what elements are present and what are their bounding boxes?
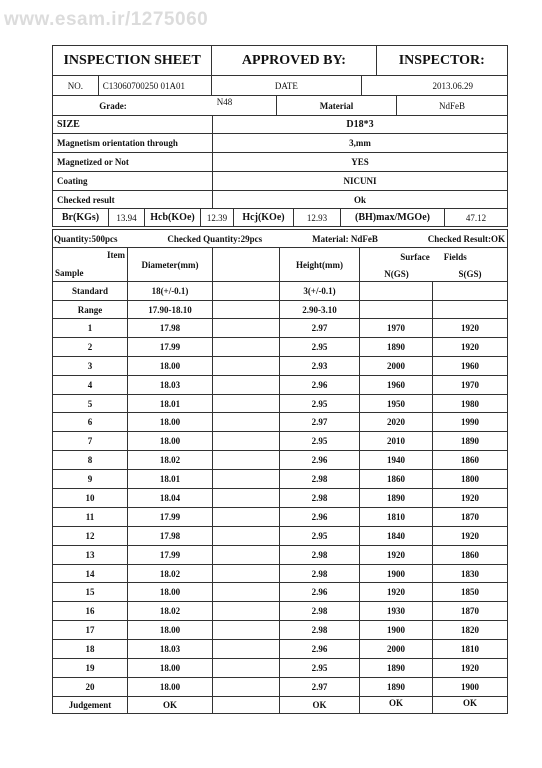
- sample-number: 17: [53, 621, 128, 639]
- sample-n-gs: 1840: [360, 527, 433, 545]
- sample-number: 12: [53, 527, 128, 545]
- grade-label: Grade:: [99, 100, 127, 111]
- sample-n-gs: 2000: [360, 357, 433, 375]
- sample-spare: [213, 546, 280, 564]
- sample-diameter: 17.98: [128, 319, 213, 337]
- size-row: [52, 115, 508, 133]
- sample-number: 9: [53, 470, 128, 488]
- sample-height: 2.95: [280, 659, 360, 677]
- table-row: [52, 375, 508, 394]
- sample-diameter: 17.98: [128, 527, 213, 545]
- table-row: [52, 412, 508, 431]
- sample-number: 5: [53, 395, 128, 413]
- bh-label: (BH)max/MGOe): [341, 209, 445, 226]
- standard-spare: [213, 282, 280, 300]
- sample-height: 2.96: [280, 451, 360, 469]
- sample-n-gs: 1950: [360, 395, 433, 413]
- standard-diameter: 18(+/-0.1): [128, 282, 213, 300]
- range-s: [433, 301, 507, 318]
- sample-s-gs: 1970: [461, 379, 479, 390]
- coating-row: [52, 171, 508, 190]
- sample-s-gs: 1870: [461, 606, 479, 617]
- sample-spare: [213, 640, 280, 658]
- judgement-diameter: OK: [128, 697, 213, 713]
- sample-s-gs: 1920: [461, 530, 479, 541]
- date-value: 2013.06.29: [432, 80, 473, 91]
- judgement-height: OK: [280, 697, 360, 713]
- table-row: [52, 469, 508, 488]
- sample-spare: [213, 376, 280, 394]
- sample-s-gs: 1920: [461, 662, 479, 673]
- sample-n-gs: 2010: [360, 432, 433, 450]
- sample-diameter: 18.00: [128, 659, 213, 677]
- item-header-label: Item: [107, 250, 125, 260]
- sample-number: 10: [53, 489, 128, 507]
- table-row: [52, 564, 508, 583]
- sample-diameter: 17.99: [128, 508, 213, 526]
- hcb-value: 12.39: [201, 209, 234, 226]
- table-row: [52, 620, 508, 639]
- surface-fields-title: [360, 248, 507, 265]
- checked-quantity-text: Checked Quantity:29pcs: [167, 233, 263, 244]
- sample-height: 2.95: [280, 338, 360, 356]
- height-header: Height(mm): [280, 248, 360, 281]
- properties-row: [52, 208, 508, 227]
- magnetized-label: Magnetized or Not: [53, 153, 213, 171]
- sample-diameter: 18.00: [128, 413, 213, 431]
- sample-s-gs: 1830: [461, 568, 479, 579]
- table-row: [52, 450, 508, 469]
- sample-number: 15: [53, 583, 128, 601]
- table-row: [52, 337, 508, 356]
- sample-number: 20: [53, 678, 128, 696]
- sample-number: 7: [53, 432, 128, 450]
- sample-spare: [213, 678, 280, 696]
- range-n: [360, 301, 433, 318]
- table-row: [52, 677, 508, 696]
- sample-height: 2.98: [280, 546, 360, 564]
- sample-number: 18: [53, 640, 128, 658]
- sample-spare: [213, 602, 280, 620]
- sample-rows: [52, 318, 508, 696]
- sample-height: 2.95: [280, 395, 360, 413]
- sample-spare: [213, 319, 280, 337]
- size-label: SIZE: [53, 116, 213, 133]
- sample-height: 2.96: [280, 376, 360, 394]
- sample-spare: [213, 583, 280, 601]
- sample-s-gs: 1870: [461, 511, 479, 522]
- sample-spare: [213, 357, 280, 375]
- sample-number: 16: [53, 602, 128, 620]
- diameter-header: Diameter(mm): [128, 248, 213, 281]
- date-label: DATE: [212, 76, 361, 95]
- standard-height: 3(+/-0.1): [280, 282, 360, 300]
- range-label: Range: [53, 301, 128, 318]
- sample-height: 2.98: [280, 470, 360, 488]
- sample-number: 8: [53, 451, 128, 469]
- orientation-label: Magnetism orientation through: [53, 134, 213, 152]
- sample-diameter: 18.00: [128, 432, 213, 450]
- sample-height: 2.95: [280, 432, 360, 450]
- sample-n-gs: 1920: [360, 583, 433, 601]
- sample-height: 2.98: [280, 602, 360, 620]
- sample-n-gs: 1900: [360, 621, 433, 639]
- judgement-s: OK: [462, 697, 477, 708]
- sample-s-gs: 1960: [461, 360, 479, 371]
- bh-value: 47.12: [465, 212, 487, 223]
- table-row: [52, 582, 508, 601]
- sample-diameter: 18.02: [128, 602, 213, 620]
- sample-number: 19: [53, 659, 128, 677]
- number-label: NO.: [53, 76, 99, 95]
- sample-diameter: 18.03: [128, 640, 213, 658]
- coating-label: Coating: [53, 172, 213, 190]
- fields-label: Fields: [443, 251, 467, 262]
- table-row: [52, 488, 508, 507]
- summary-material-text: Material: NdFeB: [312, 233, 378, 244]
- sample-height: 2.98: [280, 489, 360, 507]
- sample-s-gs: 1820: [461, 625, 479, 636]
- size-value: D18*3: [346, 119, 374, 130]
- judgement-label: Judgement: [53, 697, 128, 713]
- sample-spare: [213, 470, 280, 488]
- n-gs-header: N(GS): [384, 268, 409, 279]
- table-row: [52, 356, 508, 375]
- sample-s-gs: 1860: [461, 455, 479, 466]
- sample-n-gs: 2000: [360, 640, 433, 658]
- s-gs-header: S(GS): [458, 268, 482, 279]
- sheet-title: INSPECTION SHEET: [53, 46, 212, 75]
- sample-s-gs: 1900: [461, 681, 479, 692]
- magnetized-row: [52, 152, 508, 171]
- summary-row: [52, 229, 508, 247]
- sample-n-gs: 1860: [360, 470, 433, 488]
- sample-number: 4: [53, 376, 128, 394]
- sample-diameter: 18.01: [128, 395, 213, 413]
- sample-s-gs: 1850: [461, 587, 479, 598]
- sample-s-gs: 1920: [461, 322, 479, 333]
- hcj-value: 12.93: [294, 209, 341, 226]
- br-value: 13.94: [109, 209, 145, 226]
- orientation-value: 3,mm: [349, 138, 371, 148]
- sample-number: 6: [53, 413, 128, 431]
- number-date-row: [52, 75, 508, 95]
- br-label: Br(KGs): [53, 209, 109, 226]
- sample-diameter: 17.99: [128, 338, 213, 356]
- sample-s-gs: 1990: [461, 417, 479, 428]
- table-header-row: [52, 247, 508, 281]
- coating-value: NICUNI: [343, 176, 377, 186]
- sample-spare: [213, 621, 280, 639]
- sample-n-gs: 1970: [360, 319, 433, 337]
- sample-spare: [213, 338, 280, 356]
- watermark: www.esam.ir/1275060: [4, 9, 209, 30]
- sample-number: 3: [53, 357, 128, 375]
- number-value: C13060700250 01A01: [99, 76, 212, 95]
- sample-s-gs: 1980: [461, 398, 479, 409]
- orientation-row: [52, 133, 508, 152]
- sample-n-gs: 1890: [360, 489, 433, 507]
- sample-n-gs: 1940: [360, 451, 433, 469]
- sample-height: 2.96: [280, 508, 360, 526]
- sample-n-gs: 1890: [360, 338, 433, 356]
- diameter-spare-header: [213, 248, 280, 281]
- sample-spare: [213, 565, 280, 583]
- sample-height: 2.95: [280, 527, 360, 545]
- material-label: Material: [277, 96, 397, 115]
- sample-diameter: 18.01: [128, 470, 213, 488]
- standard-label: Standard: [53, 282, 128, 300]
- sample-height: 2.93: [280, 357, 360, 375]
- material-value: NdFeB: [438, 100, 465, 111]
- sample-height: 2.98: [280, 565, 360, 583]
- table-row: [52, 431, 508, 450]
- sample-n-gs: 1890: [360, 659, 433, 677]
- sample-s-gs: 1920: [461, 492, 479, 503]
- sample-spare: [213, 489, 280, 507]
- sample-height: 2.98: [280, 621, 360, 639]
- range-row: [52, 300, 508, 318]
- table-row: [52, 526, 508, 545]
- checked-result-value: Ok: [353, 194, 366, 205]
- sample-diameter: 18.00: [128, 621, 213, 639]
- sample-n-gs: 1920: [360, 546, 433, 564]
- sample-diameter: 18.00: [128, 583, 213, 601]
- table-row: [52, 318, 508, 337]
- sample-spare: [213, 395, 280, 413]
- sample-height: 2.97: [280, 678, 360, 696]
- sample-s-gs: 1800: [461, 474, 479, 485]
- grade-material-row: [52, 95, 508, 115]
- standard-row: [52, 281, 508, 300]
- judgement-n: OK: [360, 697, 433, 713]
- hcb-label: Hcb(KOe): [145, 209, 201, 226]
- standard-n: [360, 282, 433, 300]
- sample-spare: [213, 451, 280, 469]
- sample-n-gs: 1960: [360, 376, 433, 394]
- sample-height: 2.96: [280, 640, 360, 658]
- sample-diameter: 18.04: [128, 489, 213, 507]
- sample-n-gs: 1900: [360, 565, 433, 583]
- approved-by-label: APPROVED BY:: [212, 46, 376, 75]
- sample-diameter: 18.00: [128, 678, 213, 696]
- sample-header-label: Sample: [55, 268, 84, 278]
- grade-value: N48: [173, 96, 277, 115]
- sample-diameter: 18.00: [128, 357, 213, 375]
- sample-n-gs: 1810: [360, 508, 433, 526]
- header-row: [52, 45, 508, 75]
- sample-diameter: 17.99: [128, 546, 213, 564]
- sample-spare: [213, 508, 280, 526]
- hcj-label: Hcj(KOe): [234, 209, 294, 226]
- quantity-text: Quantity:500pcs: [54, 233, 118, 244]
- judgement-row: [52, 696, 508, 714]
- sample-height: 2.97: [280, 413, 360, 431]
- checked-result-label: Checked result: [53, 191, 213, 208]
- range-height: 2.90-3.10: [280, 301, 360, 318]
- sample-spare: [213, 413, 280, 431]
- sample-number: 11: [53, 508, 128, 526]
- sample-spare: [213, 527, 280, 545]
- inspection-sheet: [52, 45, 508, 714]
- sample-diameter: 18.03: [128, 376, 213, 394]
- sample-number: 14: [53, 565, 128, 583]
- sample-number: 1: [53, 319, 128, 337]
- sample-n-gs: 1930: [360, 602, 433, 620]
- sample-diameter: 18.02: [128, 451, 213, 469]
- sample-n-gs: 2020: [360, 413, 433, 431]
- inspector-label: INSPECTOR:: [398, 52, 485, 68]
- sample-s-gs: 1890: [461, 436, 479, 447]
- table-row: [52, 507, 508, 526]
- magnetized-value: YES: [351, 157, 369, 167]
- sample-s-gs: 1810: [461, 644, 479, 655]
- table-row: [52, 545, 508, 564]
- summary-checked-result-text: Checked Result:OK: [427, 233, 505, 244]
- surface-fields-header: [360, 248, 507, 281]
- table-row: [52, 658, 508, 677]
- sample-n-gs: 1890: [360, 678, 433, 696]
- sample-spare: [213, 432, 280, 450]
- checked-result-row: [52, 190, 508, 208]
- sample-s-gs: 1920: [461, 341, 479, 352]
- range-spare: [213, 301, 280, 318]
- item-sample-header: [53, 248, 128, 281]
- surface-label: Surface: [400, 251, 430, 262]
- table-row: [52, 601, 508, 620]
- sample-height: 2.97: [280, 319, 360, 337]
- sample-s-gs: 1860: [461, 549, 479, 560]
- sample-spare: [213, 659, 280, 677]
- range-diameter: 17.90-18.10: [128, 301, 213, 318]
- judgement-spare: [213, 697, 280, 713]
- sample-number: 13: [53, 546, 128, 564]
- table-row: [52, 394, 508, 413]
- sample-height: 2.96: [280, 583, 360, 601]
- standard-s: [433, 282, 507, 300]
- sample-number: 2: [53, 338, 128, 356]
- sample-diameter: 18.02: [128, 565, 213, 583]
- table-row: [52, 639, 508, 658]
